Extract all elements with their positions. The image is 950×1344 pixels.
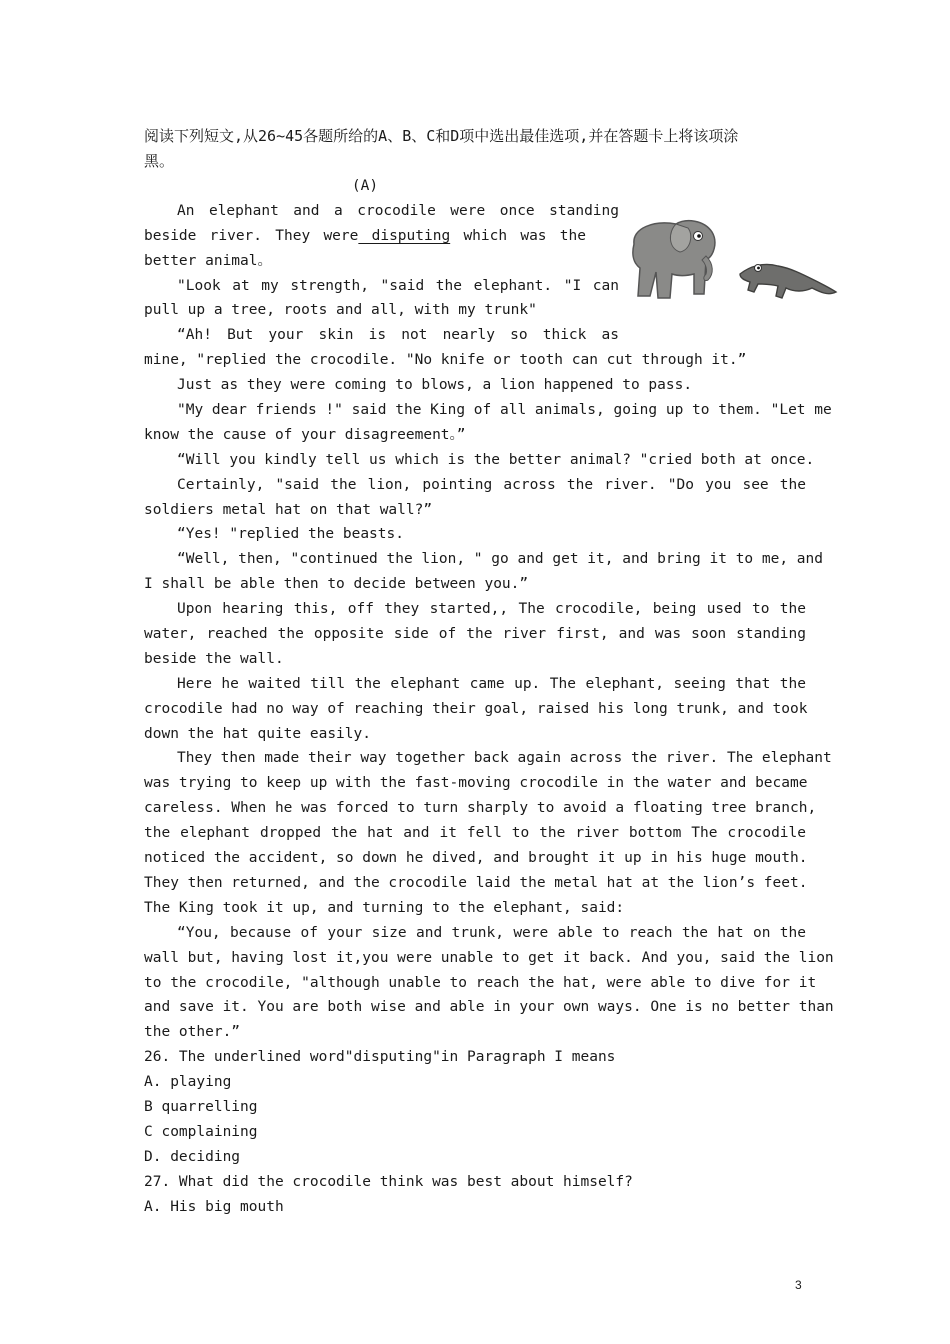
section-label: (A) — [351, 178, 379, 194]
instructions — [144, 124, 806, 174]
passage-line: soldiers metal hat on that wall?” — [144, 501, 433, 518]
elephant-icon — [633, 221, 715, 298]
passage-line: the other.” — [144, 1024, 241, 1041]
underlined-word-disputing: disputing — [358, 227, 451, 244]
passage-line: wall but, having lost it,you were unable to get it back. And you, said the lion — [144, 949, 834, 966]
passage-line: Certainly, "said the lion, pointing across the river. "Do you see the — [177, 476, 806, 493]
passage-line: "My dear friends !" said the King of all animals, going up to them. "Let me — [177, 402, 832, 419]
option-d: D. deciding — [144, 1148, 241, 1165]
passage-line: They then made their way together back again across the river. The elephant — [177, 750, 832, 767]
page-number: 3 — [795, 1278, 802, 1292]
passage-line: down the hat quite easily. — [144, 725, 371, 742]
passage-line: know the cause of your disagreement。” — [144, 426, 466, 443]
passage-text: beside river. They were — [144, 227, 359, 244]
option-c: C complaining — [144, 1123, 258, 1140]
passage-line: Here he waited till the elephant came up. The elephant, seeing that the — [177, 675, 806, 692]
crocodile-icon — [740, 264, 836, 298]
passage-line: I shall be able then to decide between you.” — [144, 576, 529, 593]
illustration — [624, 212, 839, 308]
passage-line — [144, 224, 586, 249]
option-b: B quarrelling — [144, 1098, 258, 1115]
passage — [144, 174, 834, 1219]
passage-line: The King took it up, and turning to the elephant, said: — [144, 899, 625, 916]
instruction-line-1: 阅读下列短文,从26~45各题所给的A、B、C和D项中选出最佳选项,并在答题卡上将该项涂 — [144, 127, 739, 145]
option-a: A. His big mouth — [144, 1198, 284, 1215]
passage-line: Upon hearing this, off they started,, The crocodile, being used to the — [177, 601, 806, 618]
instruction-line-2: 黑。 — [144, 152, 175, 170]
passage-line: mine, "replied the crocodile. "No knife or tooth can cut through it.” — [144, 352, 747, 369]
passage-line: noticed the accident, so down he dived, and brought it up in his huge mouth. — [144, 850, 808, 867]
passage-line: water, reached the opposite side of the river first, and was soon standing — [144, 626, 806, 643]
passage-line: Just as they were coming to blows, a lion happened to pass. — [177, 377, 693, 394]
passage-line: “Will you kindly tell us which is the better animal? "cried both at once. — [177, 451, 815, 468]
passage-line: They then returned, and the crocodile laid the metal hat at the lion’s feet. — [144, 874, 808, 891]
passage-line: better animal。 — [144, 252, 272, 269]
passage-text: which was the — [450, 227, 586, 244]
question-stem: 26. The underlined word"disputing"in Paragraph I means — [144, 1049, 616, 1066]
passage-line: “Ah! But your skin is not nearly so thick as — [177, 327, 619, 344]
question-27 — [144, 1170, 806, 1220]
passage-line: “Yes! "replied the beasts. — [177, 526, 404, 543]
passage-line: An elephant and a crocodile were once standing — [177, 202, 619, 219]
passage-line: to the crocodile, "although unable to reach the hat, were able to dive for it — [144, 974, 817, 991]
passage-line: and save it. You are both wise and able in your own ways. One is no better than — [144, 999, 834, 1016]
question-stem: 27. What did the crocodile think was best about himself? — [144, 1173, 633, 1190]
passage-line: beside the wall. — [144, 650, 284, 667]
passage-line: crocodile had no way of reaching their goal, raised his long trunk, and took — [144, 700, 808, 717]
passage-line: careless. When he was forced to turn sharply to avoid a floating tree branch, — [144, 800, 817, 817]
passage-line: "Look at my strength, "said the elephant. "I can — [177, 277, 619, 294]
option-a: A. playing — [144, 1074, 232, 1091]
question-26 — [144, 1045, 806, 1169]
passage-line: was trying to keep up with the fast-moving crocodile in the water and became — [144, 775, 808, 792]
passage-line: “Well, then, "continued the lion, " go and get it, and bring it to me, and — [177, 551, 824, 568]
passage-line: pull up a tree, roots and all, with my trunk" — [144, 302, 537, 319]
passage-line: the elephant dropped the hat and it fell to the river bottom The crocodile — [144, 825, 806, 842]
passage-line: “You, because of your size and trunk, were able to reach the hat on the — [177, 924, 806, 941]
